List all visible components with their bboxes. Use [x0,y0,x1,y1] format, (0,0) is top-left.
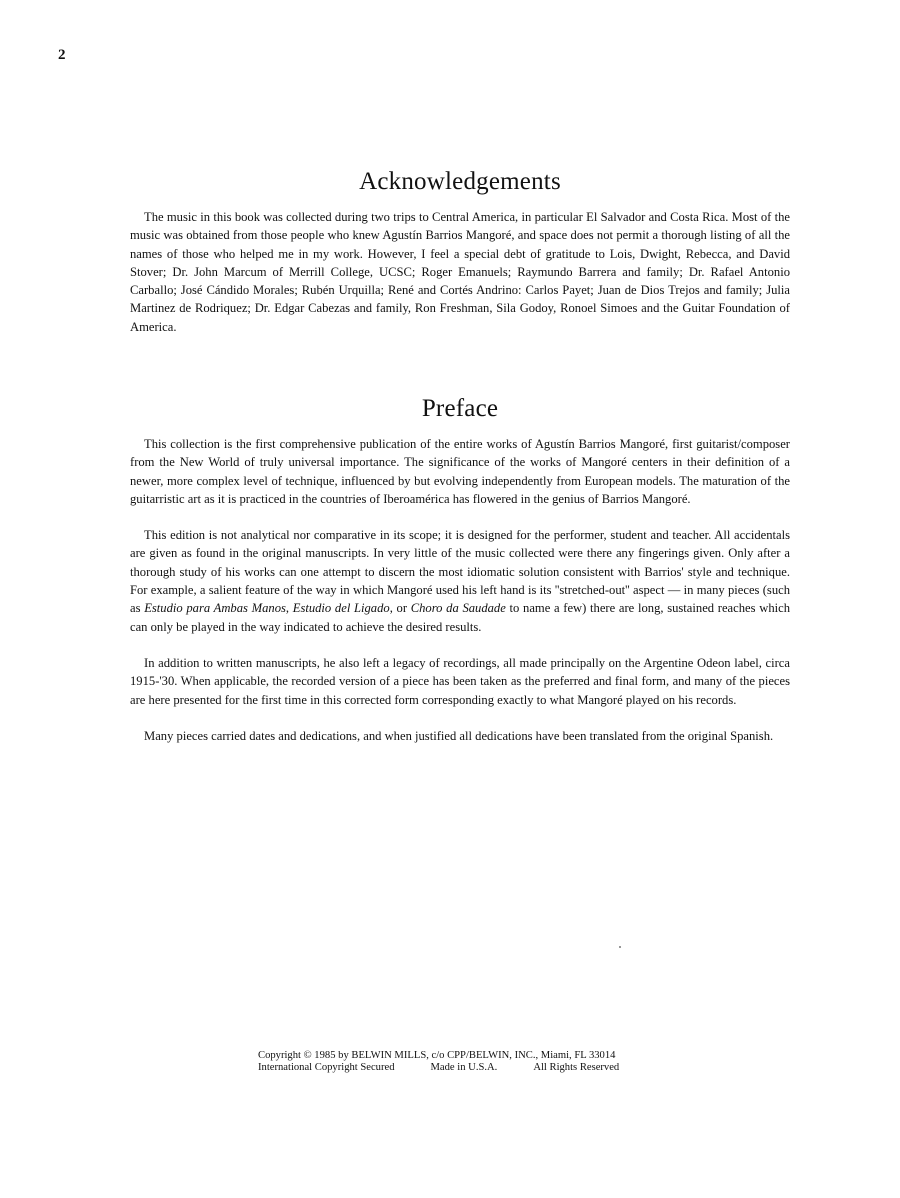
preface-heading: Preface [421,395,499,422]
page-number: 2 [58,47,66,63]
copyright-notice [258,1050,619,1074]
preface-section [130,395,790,763]
preface-p2-separator-2: , or [389,601,411,616]
preface-paragraph-2 [130,526,790,636]
stray-dot [619,946,621,948]
work-title-estudio-del-ligado: Estudio del Ligado [292,601,390,616]
work-title-estudio-ambas-manos: Estudio para Ambas Manos [144,601,286,616]
preface-p2-separator-1: , [285,601,293,616]
preface-p2-text-before: This edition is not analytical nor comparative in its scope; it is designed for the performer, student and teacher. All accidentals are given as found in the original manuscripts. In very little of the music collected were there any fingerings given. Only after a thorough study of his works can one attempt to discern the most idiomatic solution consistent with Barrios' style and technique. For example, a salient feature of the way in which Mangoré used his left hand is its ''stretched-out'' aspect — in many pieces (such as [130,528,790,616]
work-title-choro-da-saudade: Choro da Saudade [410,601,506,616]
copyright-line: Copyright © 1985 by BELWIN MILLS, c/o CPP/BELWIN, INC., Miami, FL 33014 [258,1050,616,1061]
preface-paragraph-3: In addition to written manuscripts, he also left a legacy of recordings, all made principally on the Argentine Odeon label, circa 1915-'30. When applicable, the recorded version of a piece has been taken as the preferred and final form, and many of the pieces are here presented for the first time in this corrected form corresponding exactly to what Mangoré played on his records. [130,655,790,707]
all-rights-reserved: All Rights Reserved [533,1062,620,1073]
made-in-usa: Made in U.S.A. [430,1062,498,1073]
copyright-secured: International Copyright Secured [258,1062,395,1073]
preface-paragraph-1: This collection is the first comprehensive publication of the entire works of Agustín Barrios Mangoré, first guitarist/composer from the New World of truly universal importance. The significance of the works of Mangoré centers in their definition of a newer, more complex level of technique, influenced by but evolving independently from European models. The maturation of the guitarristic art as it is practiced in the countries of Iberoamérica has flowered in the genius of Barrios Mangoré. [130,437,790,506]
acknowledgements-paragraph: The music in this book was collected during two trips to Central America, in particular El Salvador and Costa Rica. Most of the music was obtained from those people who knew Agustín Barrios Mangoré, and space does not permit a thorough listing of all the names of those who helped me in my work. However, I feel a special debt of gratitude to Lois, Dwight, Rebecca, and David Stover; Dr. John Marcum of Merrill College, UCSC; Roger Emanuels; Raymundo Barrera and family; Dr. Rafael Antonio Carballo; José Cándido Morales; Rubén Urquilla; René and Cortés Andrino: Carlos Payet; Juan de Dios Trejos and family; Julia Martinez de Rodriquez; Dr. Edgar Cabezas and family, Ron Freshman, Sila Godoy, Ronoel Simoes and the Guitar Foundation of America. [130,210,790,334]
copyright-footer-row [258,1062,619,1074]
acknowledgements-section [130,168,790,354]
preface-p2-text-after: to name a few) there are long, sustained reaches which can only be played in the way indicated to achieve the desired results. [130,601,790,634]
preface-paragraph-4: Many pieces carried dates and dedications, and when justified all dedications have been translated from the original Spanish. [144,728,774,743]
acknowledgements-heading: Acknowledgements [359,168,561,195]
